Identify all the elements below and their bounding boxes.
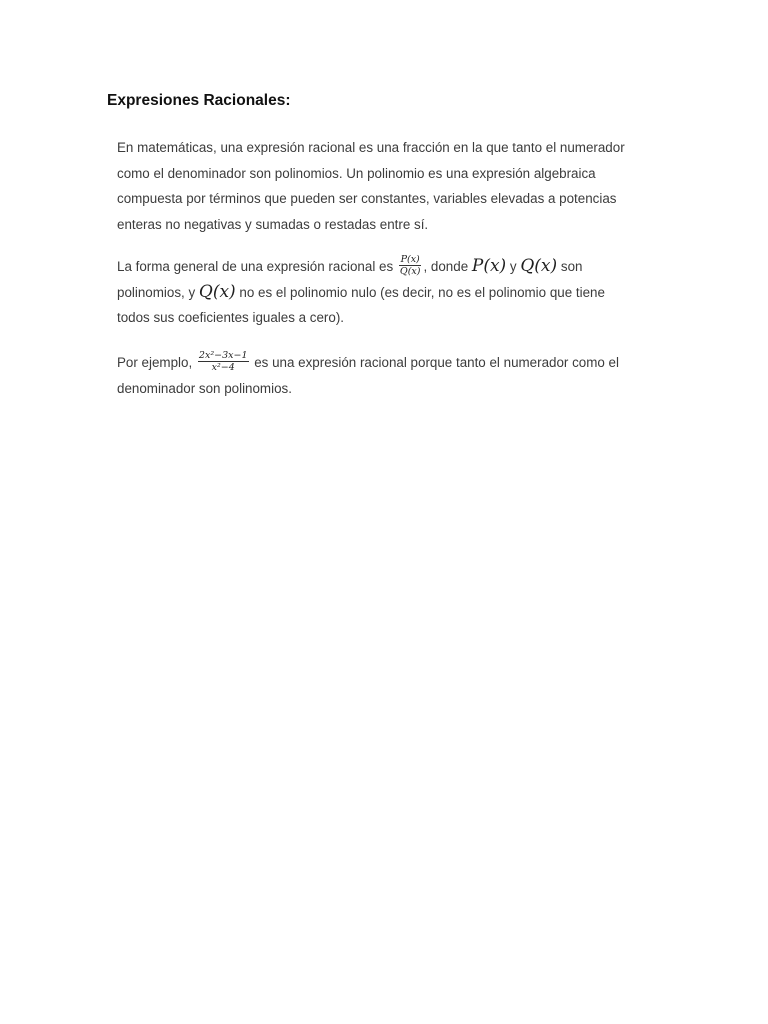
text-line: todos sus coeficientes iguales a cero). — [117, 310, 345, 325]
fraction-denominator: x²−4 — [211, 361, 235, 373]
text-fragment: Por ejemplo, — [117, 355, 193, 370]
text-line — [117, 280, 657, 306]
paragraph-example — [117, 350, 657, 401]
text-fragment: , donde — [423, 259, 469, 274]
text-line — [117, 350, 657, 376]
text-line: compuesta por términos que pueden ser constantes, variables elevadas a potencias — [117, 191, 617, 206]
text-line: denominador son polinomios. — [117, 380, 292, 396]
text-line: enteras no negativas y sumadas o restadas entre sí. — [117, 216, 429, 232]
text-line: En matemáticas, una expresión racional es una fracción en la que tanto el numerador — [117, 140, 625, 155]
text-fragment: y — [509, 259, 517, 274]
text-fragment: polinomios, y — [117, 284, 196, 300]
general-form-fraction — [399, 254, 422, 277]
section-heading: Expresiones Racionales: — [107, 92, 291, 109]
paragraph-general-form — [117, 254, 657, 331]
math-q-of-x: Q(x) — [520, 256, 558, 276]
text-fragment: es una expresión racional porque tanto el numerador como el — [254, 355, 619, 370]
text-line — [117, 254, 657, 280]
text-fragment: no es el polinomio nulo (es decir, no es el polinomio que tiene — [239, 284, 605, 300]
example-fraction — [198, 350, 249, 373]
text-fragment: son — [560, 259, 583, 274]
paragraph-definition — [117, 135, 657, 237]
math-p-of-x: P(x) — [471, 256, 507, 276]
text-line: como el denominador son polinomios. Un polinomio es una expresión algebraica — [117, 165, 596, 181]
fraction-denominator: Q(x) — [399, 265, 421, 277]
math-q-of-x: Q(x) — [198, 281, 236, 302]
fraction-numerator: P(x) — [400, 253, 420, 265]
text-fragment: La forma general de una expresión racional es — [117, 259, 394, 274]
fraction-numerator: 2x²−3x−1 — [198, 349, 248, 361]
